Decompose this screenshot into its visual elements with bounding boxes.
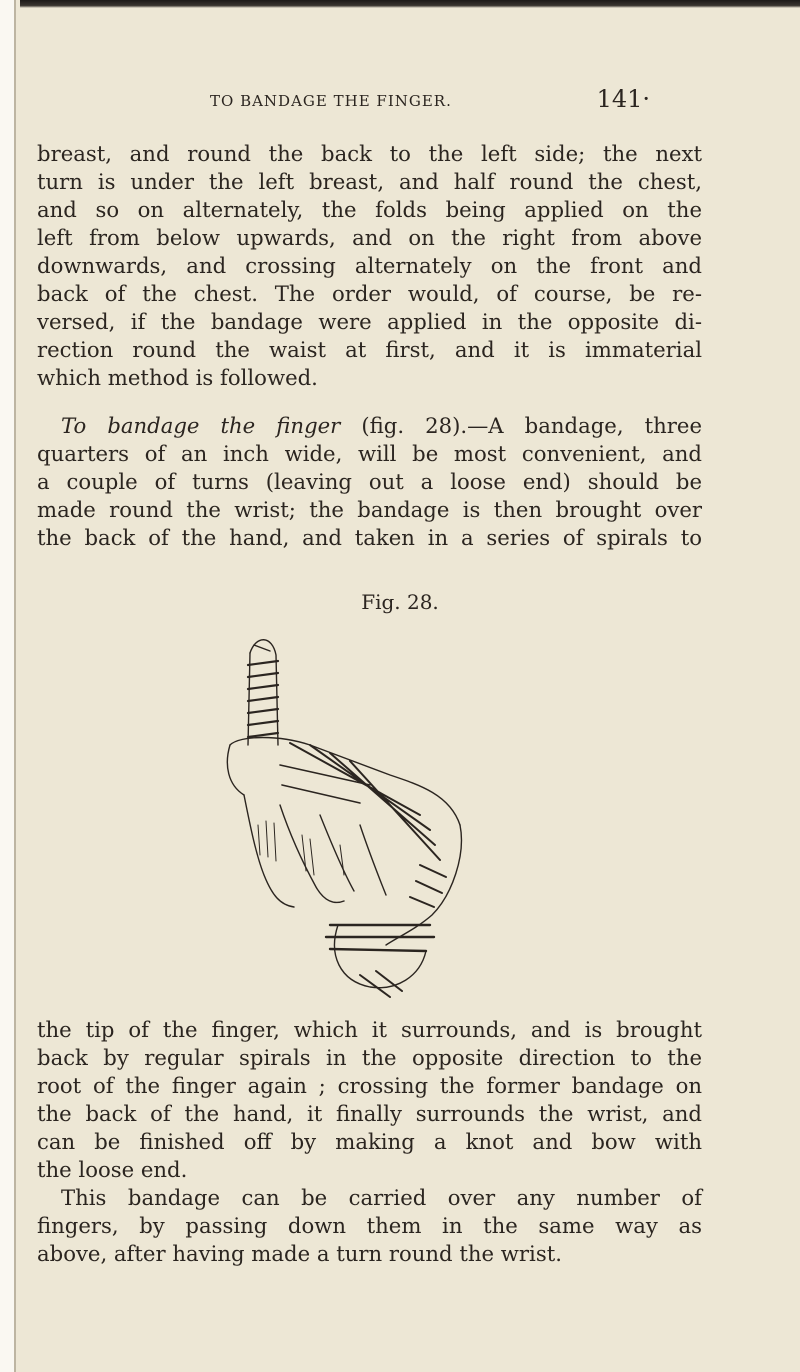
heading-rest: (fig. 28).—A bandage, three: [340, 413, 702, 438]
text-line: the loose end.: [37, 1157, 188, 1182]
bandaged-hand-illustration: [220, 625, 480, 1005]
paragraph-2: [37, 412, 702, 552]
text-line: above, after having made a turn round the wrist.: [37, 1241, 562, 1266]
text-line: rection round the waist at first, and it is immaterial: [37, 337, 702, 362]
page-binding-edge: [0, 0, 20, 1372]
text-line: This bandage can be carried over any number of: [61, 1185, 702, 1210]
text-line: left from below upwards, and on the right from above: [37, 225, 702, 250]
paragraph-1: [37, 140, 702, 392]
text-line: versed, if the bandage were applied in the opposite di-: [37, 309, 702, 334]
text-line: which method is followed.: [37, 365, 318, 390]
paragraph-4: [37, 1184, 702, 1268]
running-head-title: TO BANDAGE THE FINGER.: [210, 92, 452, 110]
section-heading: To bandage the finger: [61, 413, 341, 438]
text-line: downwards, and crossing alternately on the front and: [37, 253, 702, 278]
paragraph-2-first-line: [37, 412, 702, 440]
text-line: back of the chest. The order would, of course, be re-: [37, 281, 702, 306]
text-line: fingers, by passing down them in the same way as: [37, 1213, 702, 1238]
paragraph-3: [37, 1016, 702, 1184]
text-line: quarters of an inch wide, will be most convenient, and: [37, 441, 702, 466]
text-line: turn is under the left breast, and half round the chest,: [37, 169, 702, 194]
text-line: a couple of turns (leaving out a loose end) should be: [37, 469, 702, 494]
running-head: [210, 85, 650, 113]
page-top-shadow: [0, 0, 800, 8]
text-line: and so on alternately, the folds being applied on the: [37, 197, 702, 222]
page-number: 141·: [596, 85, 650, 113]
text-line: the back of the hand, it finally surrounds the wrist, and: [37, 1101, 702, 1126]
text-line: root of the finger again ; crossing the former bandage on: [37, 1073, 702, 1098]
text-line: the tip of the finger, which it surrounds, and is brought: [37, 1017, 702, 1042]
text-line: breast, and round the back to the left side; the next: [37, 141, 702, 166]
text-line: the back of the hand, and taken in a series of spirals to: [37, 525, 702, 550]
text-line: back by regular spirals in the opposite direction to the: [37, 1045, 702, 1070]
figure-caption: Fig. 28.: [361, 590, 439, 614]
text-line: can be finished off by making a knot and bow with: [37, 1129, 702, 1154]
text-line: made round the wrist; the bandage is then brought over: [37, 497, 702, 522]
